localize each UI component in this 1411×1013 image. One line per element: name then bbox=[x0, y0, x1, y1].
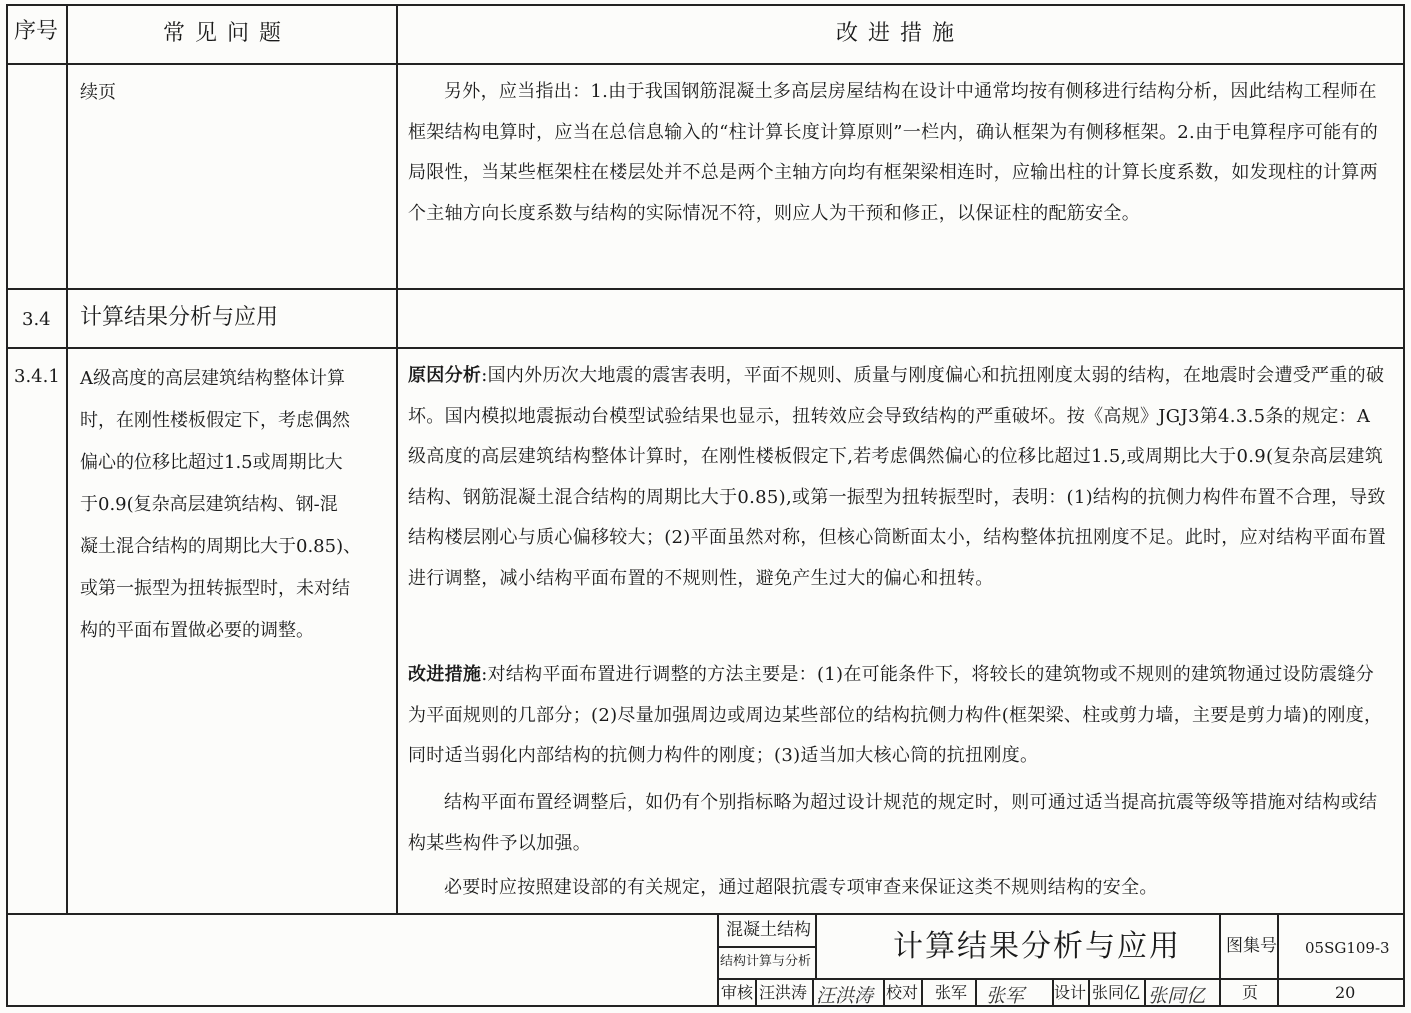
col-line-2 bbox=[396, 4, 398, 914]
section-title: 计算结果分析与应用 bbox=[80, 305, 279, 330]
measure-text: :对结构平面布置进行调整的方法主要是：(1)在可能条件下，将较长的建筑物或不规则的建筑物通过设防震缝分为平面规则的几部分；(2)尽量加强周边或周边某些部位的结构抗侧力构件(框架梁、柱或剪力墙，主要是剪力墙)的刚度，同时适当弱化内部结构的抗侧力构件的刚度；(3)适当加大核心筒的抗扭刚度。 bbox=[408, 664, 1383, 766]
header-no: 序号 bbox=[14, 19, 59, 44]
section-rule bbox=[6, 347, 1405, 349]
problem-line: 或第一振型为扭转振型时，未对结 bbox=[80, 578, 350, 599]
tb-page-no: 20 bbox=[1335, 983, 1356, 1002]
para-4: 必要时应按照建设部的有关规定，通过超限抗震专项审查来保证这类不规则结构的安全。 bbox=[444, 877, 1158, 898]
body-bottom-rule bbox=[6, 913, 1405, 915]
tb-page-label: 页 bbox=[1242, 983, 1259, 1002]
row-cont-rule bbox=[6, 288, 1405, 290]
problem-line: 于0.9(复杂高层建筑结构、钢-混 bbox=[80, 494, 338, 515]
tb-atlas-no: 05SG109-3 bbox=[1305, 939, 1390, 957]
cause-paragraph bbox=[408, 356, 1386, 599]
cause-label: 原因分析 bbox=[408, 365, 482, 386]
section-no: 3.4 bbox=[22, 309, 51, 330]
tb-reviewer: 汪洪涛 bbox=[759, 983, 808, 1002]
problem-line: 构的平面布置做必要的调整。 bbox=[80, 620, 314, 641]
tb-designer-signature: 张同亿 bbox=[1148, 985, 1206, 1007]
measure-paragraph bbox=[408, 655, 1386, 777]
tb-atlas-label: 图集号 bbox=[1226, 936, 1277, 956]
header-problem: 常见问题 bbox=[163, 21, 292, 46]
col-line-1 bbox=[66, 4, 68, 914]
cause-text: :国内外历次大地震的震害表明，平面不规则、质量与刚度偏心和抗扭刚度太弱的结构，在地震时会遭受严重的破坏。国内模拟地震振动台模型试验结果也显示，扭转效应会导致结构的严重破坏。按《高规》JGJ3第4.3.5条的规定：A级高度的高层建筑结构整体计算时，在刚性楼板假定下,若考虑偶然偏心的位移比超过1.5,或周期比大于0.9(复杂高层建筑结构、钢筋混凝土混合结构的周期比大于0.85),或第一振型为扭转振型时，表明：(1)结构的抗侧力构件布置不合理，导致结构楼层刚心与质心偏移较大；(2)平面虽然对称，但核心筒断面太小，结构整体抗扭刚度不足。此时，应对结构平面布置进行调整，减小结构平面布置的不规则性，避免产生过大的偏心和扭转。 bbox=[408, 365, 1386, 589]
tb-checker-signature: 张军 bbox=[986, 985, 1025, 1007]
tb-check-label: 校对 bbox=[886, 983, 919, 1002]
header-rule bbox=[6, 63, 1405, 65]
tb-subcategory: 结构计算与分析 bbox=[720, 954, 812, 969]
cont-label: 续页 bbox=[80, 82, 116, 103]
tb-review-label: 审核 bbox=[721, 983, 754, 1002]
tb-designer: 张同亿 bbox=[1092, 983, 1141, 1002]
problem-line: 凝土混合结构的周期比大于0.85)、 bbox=[80, 536, 362, 557]
measure-label: 改进措施 bbox=[408, 664, 482, 685]
tb-category: 混凝土结构 bbox=[726, 920, 811, 940]
tb-design-label: 设计 bbox=[1054, 983, 1087, 1002]
para-3: 结构平面布置经调整后，如仍有个别指标略为超过设计规范的规定时，则可通过适当提高抗震等级等措施对结构或结构某些构件予以加强。 bbox=[408, 792, 1378, 854]
problem-line: 时，在刚性楼板假定下，考虑偶然 bbox=[80, 410, 350, 431]
header-measure: 改进措施 bbox=[836, 21, 965, 46]
tb-checker: 张军 bbox=[935, 983, 968, 1002]
tb-reviewer-signature: 汪洪涛 bbox=[816, 985, 874, 1007]
tb-title: 计算结果分析与应用 bbox=[893, 929, 1181, 964]
problem-line: 偏心的位移比超过1.5或周期比大 bbox=[80, 452, 343, 473]
cont-text: 另外，应当指出：1.由于我国钢筋混凝土多高层房屋结构在设计中通常均按有侧移进行结构分析，因此结构工程师在框架结构电算时，应当在总信息输入的“柱计算长度计算原则”一栏内，确认框架为有侧移框架。2.由于电算程序可能有的局限性，当某些框架柱在楼层处并不总是两个主轴方向均有框架梁相连时，应输出柱的计算长度系数，如发现柱的计算两个主轴方向长度系数与结构的实际情况不符，则应人为干预和修正，以保证柱的配筋安全。 bbox=[408, 81, 1379, 224]
problem-text bbox=[80, 358, 390, 652]
row-341-no: 3.4.1 bbox=[14, 366, 60, 387]
problem-line: A级高度的高层建筑结构整体计算 bbox=[80, 368, 345, 389]
